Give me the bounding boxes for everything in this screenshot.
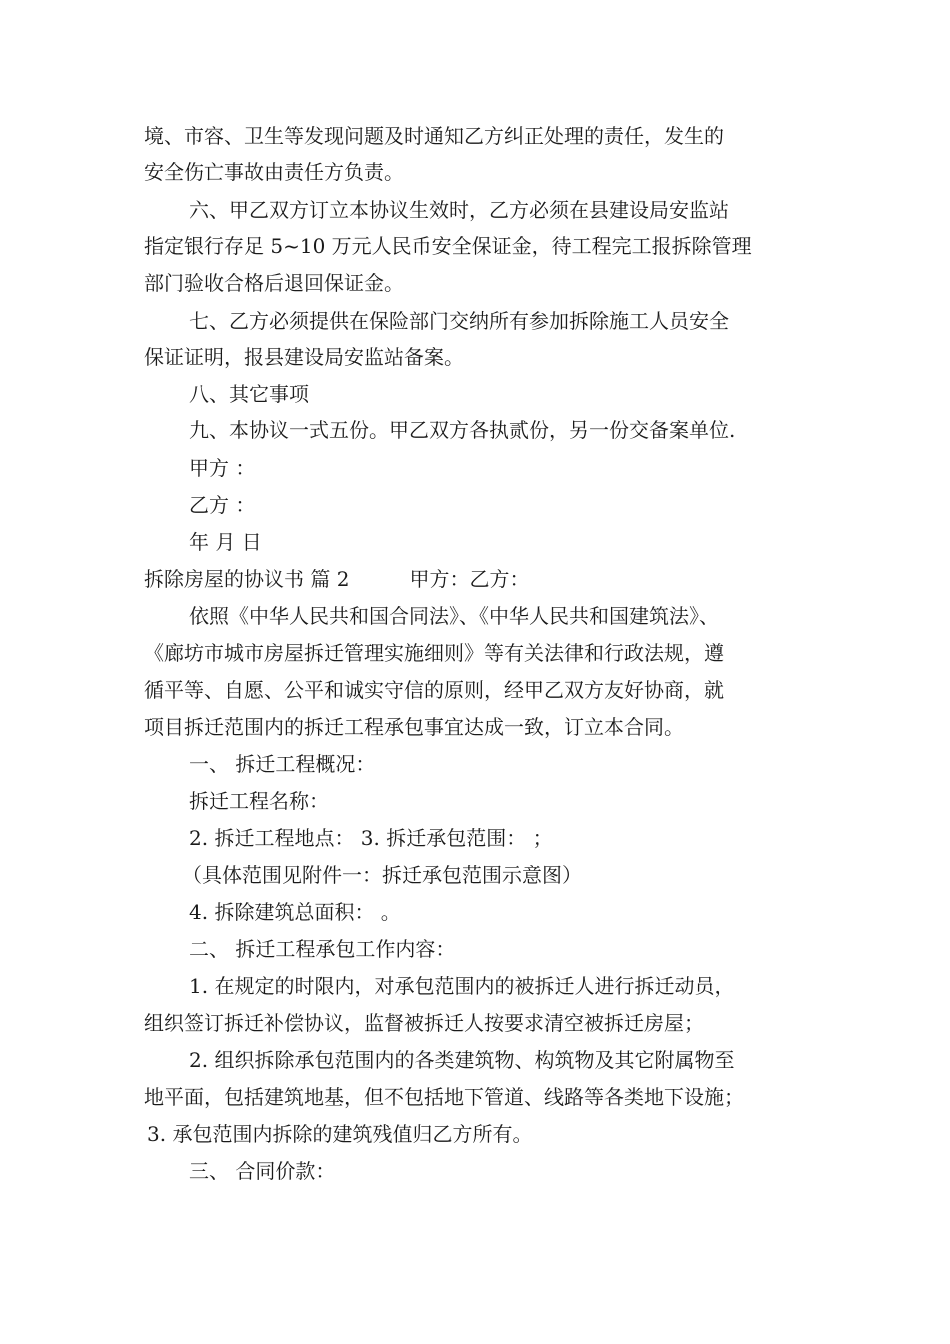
text-line: 部门验收合格后退回保证金。 xyxy=(144,271,404,295)
text-line: 三、 合同价款： xyxy=(189,1159,336,1183)
text-line: 1. 在规定的时限内，对承包范围内的被拆迁人进行拆迁动员， xyxy=(189,974,735,998)
text-line: 保证证明，报县建设局安监站备案。 xyxy=(144,345,464,369)
text-line: 组织签订拆迁补偿协议，监督被拆迁人按要求清空被拆迁房屋； xyxy=(144,1011,704,1035)
text-line: 一、 拆迁工程概况： xyxy=(189,752,376,776)
text-line: 六、甲乙双方订立本协议生效时，乙方必须在县建设局安监站 xyxy=(189,198,729,222)
text-line: 指定银行存足 5~10 万元人民币安全保证金，待工程完工报拆除管理 xyxy=(144,234,752,258)
text-line: 循平等、自愿、公平和诚实守信的原则，经甲乙双方友好协商，就 xyxy=(144,678,724,702)
text-line: （具体范围见附件一：拆迁承包范围示意图） xyxy=(182,863,582,887)
text-line: 二、 拆迁工程承包工作内容： xyxy=(189,937,456,961)
text-line: 九、本协议一式五份。甲乙双方各执贰份，另一份交备案单位. xyxy=(189,418,736,442)
text-line: 4. 拆除建筑总面积： 。 xyxy=(189,900,401,924)
text-line: 《廊坊市城市房屋拆迁管理实施细则》等有关法律和行政法规，遵 xyxy=(144,641,724,665)
text-line: 拆迁工程名称： xyxy=(189,789,329,813)
text-line: 七、乙方必须提供在保险部门交纳所有参加拆除施工人员安全 xyxy=(189,309,729,333)
text-line: 3. 承包范围内拆除的建筑残值归乙方所有。 xyxy=(147,1122,533,1146)
text-line: 年 月 日 xyxy=(189,530,262,554)
text-line: 地平面，包括建筑地基，但不包括地下管道、线路等各类地下设施； xyxy=(144,1085,744,1109)
text-line: 乙方 ： xyxy=(189,493,256,517)
text-line: 2. 组织拆除承包范围内的各类建筑物、构筑物及其它附属物至 xyxy=(189,1048,735,1072)
section-heading: 拆除房屋的协议书 篇 2 甲方：乙方： xyxy=(144,567,530,591)
text-line: 境、市容、卫生等发现问题及时通知乙方纠正处理的责任，发生的 xyxy=(144,124,724,148)
text-line: 项目拆迁范围内的拆迁工程承包事宜达成一致，订立本合同。 xyxy=(144,715,684,739)
text-line: 八、其它事项 xyxy=(189,382,309,406)
text-line: 安全伤亡事故由责任方负责。 xyxy=(144,160,404,184)
text-line: 2. 拆迁工程地点： 3. 拆迁承包范围： ； xyxy=(189,826,553,850)
text-line: 甲方 ： xyxy=(189,456,256,480)
text-line: 依照《中华人民共和国合同法》、《中华人民共和国建筑法》、 xyxy=(189,604,719,628)
